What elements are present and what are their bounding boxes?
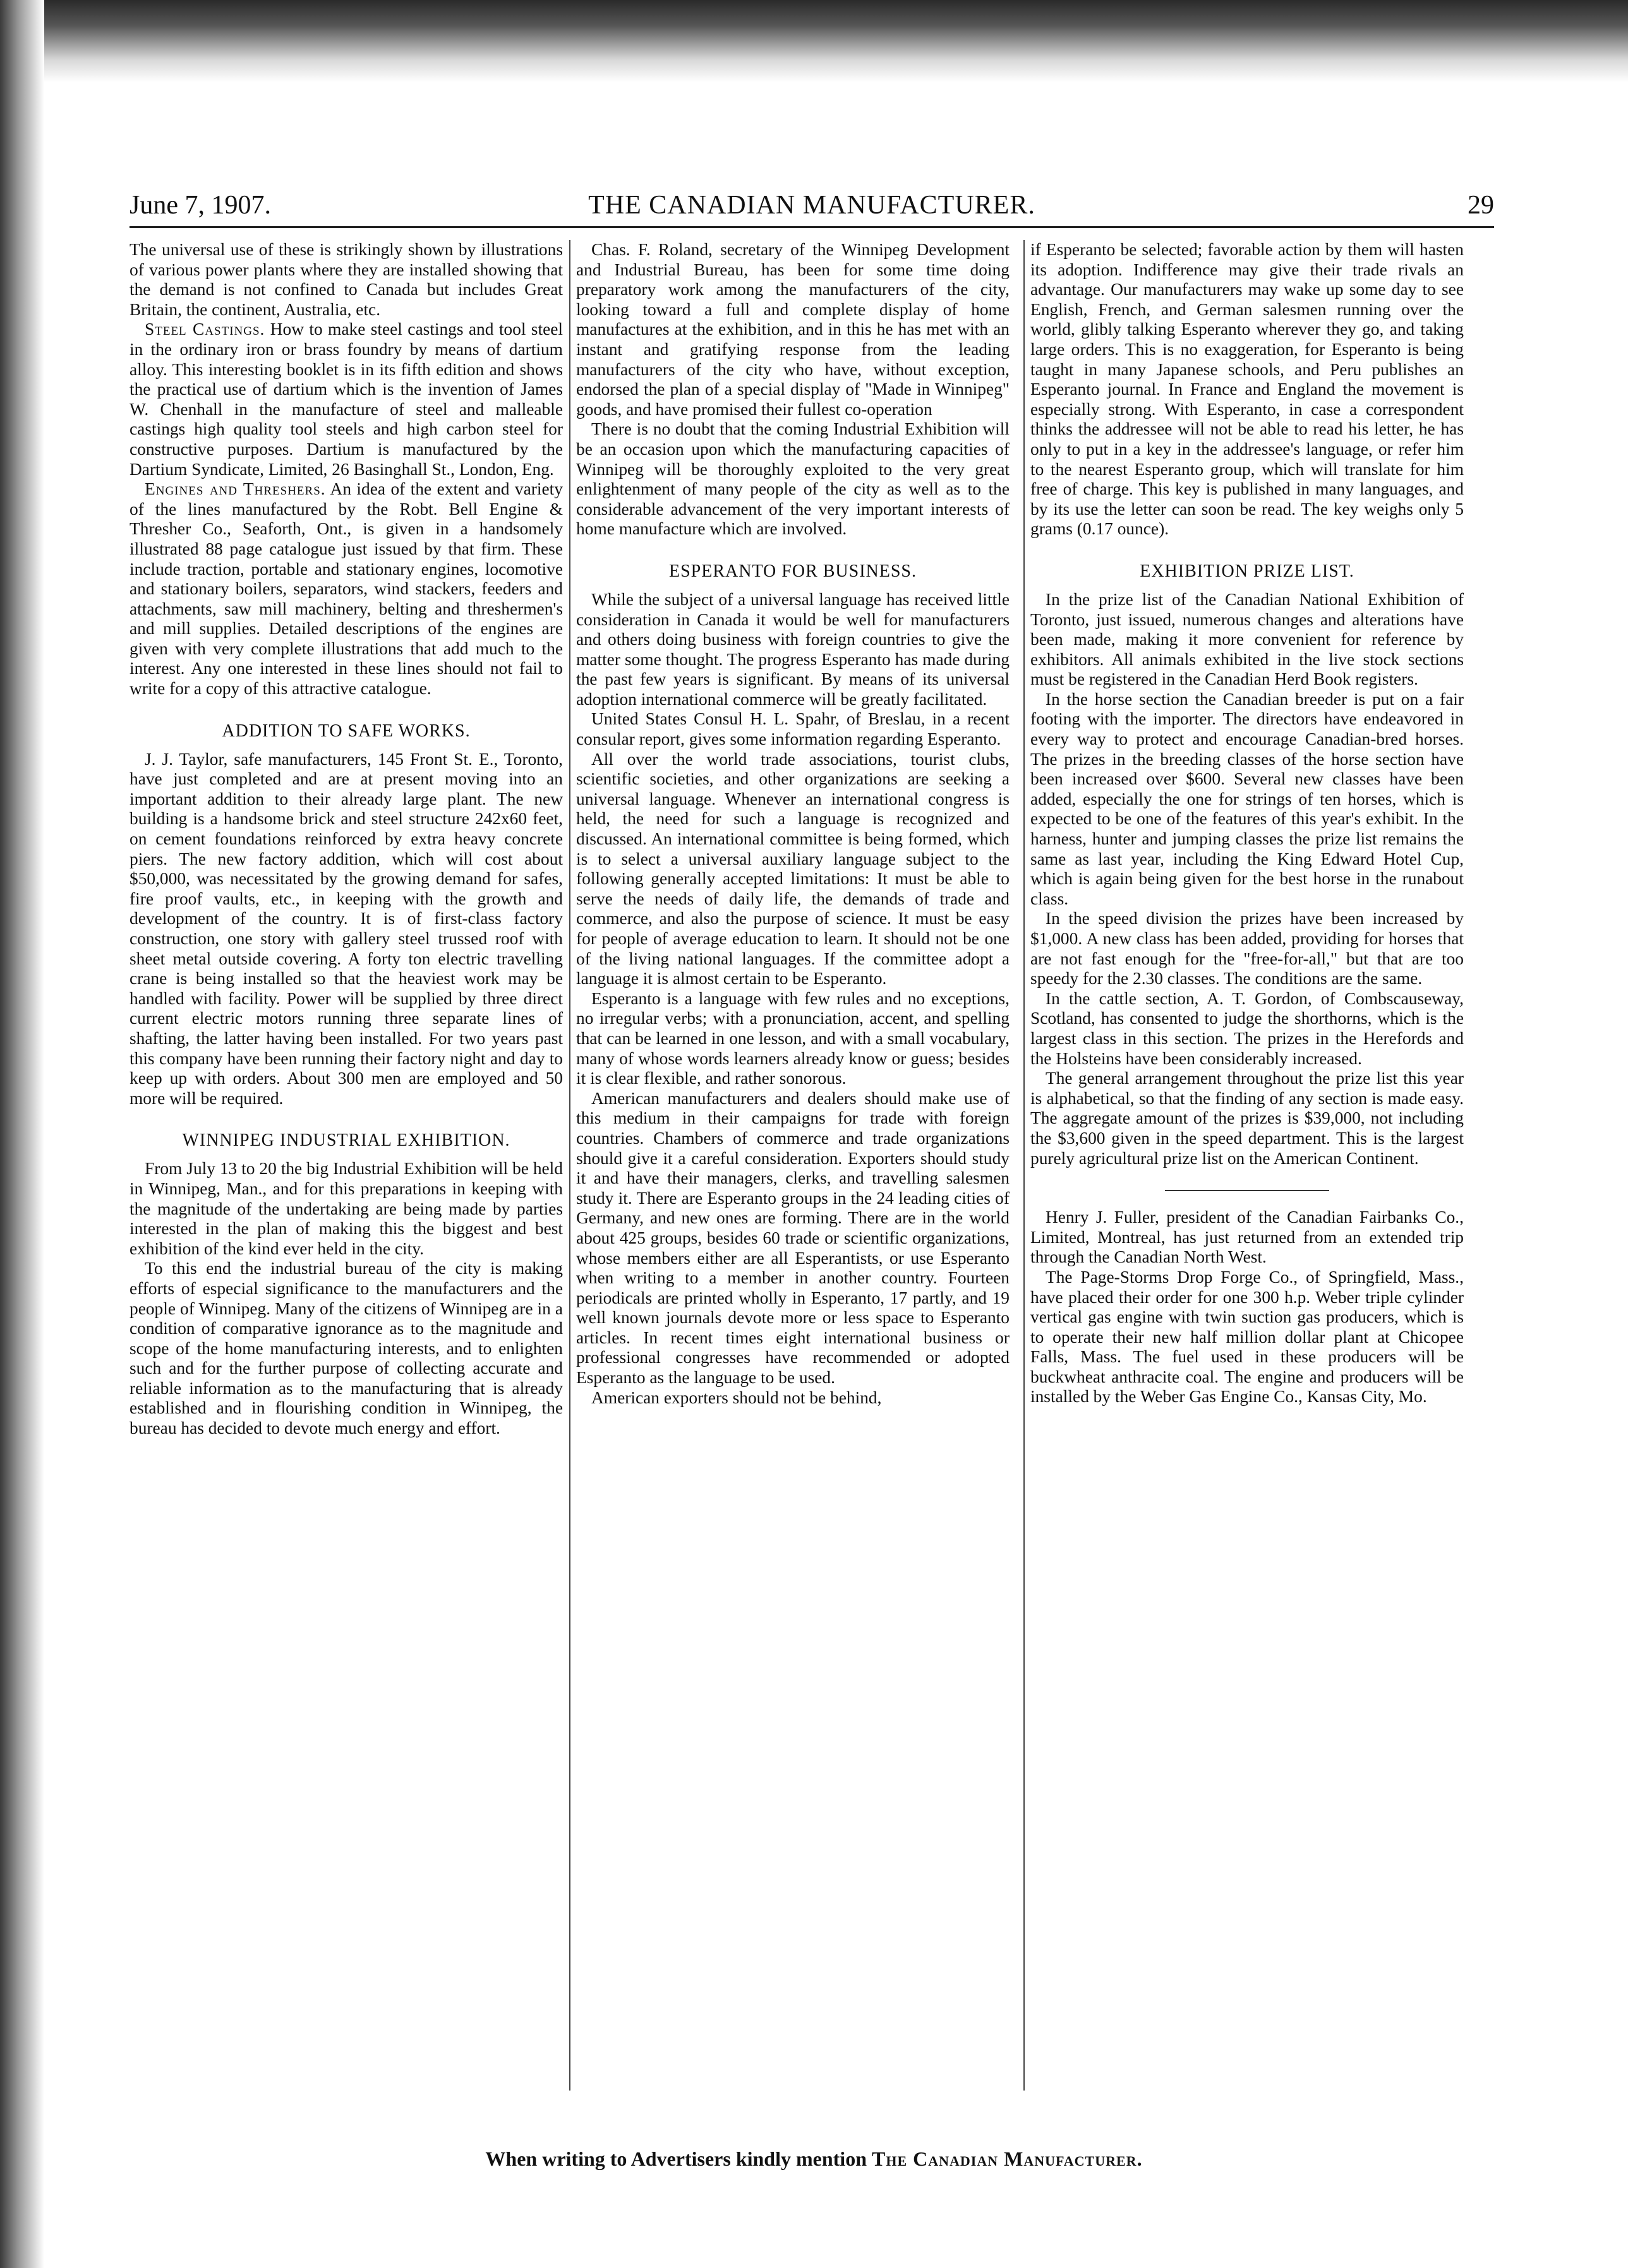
section-rule — [1165, 1190, 1329, 1191]
article-paragraph: American exporters should not be behind, — [591, 1388, 882, 1407]
column-3 — [1030, 240, 1464, 2091]
article-paragraph: While the subject of a universal language has received little consideration in Canada it would be well for manufacturers and others doing business with foreign countries to give the matter some thought. The progress Esperanto has made during the past few years is significant. By means of its universal adoption international commerce will be greatly facilitated. — [576, 589, 1010, 709]
column-1 — [130, 240, 563, 2091]
article-paragraph: In the cattle section, A. T. Gordon, of Combscauseway, Scotland, has consented to judge the shorthorns, which is the largest class in this section. The prizes in the Herefords and the Holsteins have been considerably increased. — [1030, 988, 1464, 1068]
column-divider — [569, 240, 570, 2091]
article-paragraph: In the prize list of the Canadian National Exhibition of Toronto, just issued, numerous changes and alterations have been made, making it more convenient for reference by exhibitors. All animals exhibited in the live stock sections must be registered in the Canadian Herd Book registers. — [1030, 589, 1464, 689]
article-heading: EXHIBITION PRIZE LIST. — [1140, 561, 1354, 581]
column-2 — [576, 240, 1010, 2091]
article-paragraph: United States Consul H. L. Spahr, of Breslau, in a recent consular report, gives some information regarding Esperanto. — [576, 709, 1010, 749]
article-paragraph: Henry J. Fuller, president of the Canadian Fairbanks Co., Limited, Montreal, has just returned from an extended trip through the Canadian North West. — [1030, 1208, 1464, 1267]
masthead: THE CANADIAN MANUFACTURER. — [588, 191, 1035, 220]
footer-publication-name: The Canadian Manufacturer. — [871, 2147, 1143, 2170]
article-paragraph: To this end the industrial bureau of the city is making efforts of especial significance to the manufacturers and the people of Winnipeg. Many of the citizens of Winnipeg are in a condition of comparative ignorance as to the magnitude and scope of the home manufacturing interests, and to enlighten such and for the further purpose of collecting accurate and reliable information as to the manufacturing that is already established and in flourishing condition in Winnipeg, the bureau has decided to devote much energy and effort. — [130, 1259, 563, 1438]
article-paragraph: In the horse section the Canadian breeder is put on a fair footing with the importer. The directors have endeavored in every way to protect and encourage Canadian-bred horses. The prizes in the breeding classes of the horse section have been increased over $600. Several new classes have been added, especially the one for strings of ten horses, which is expected to be one of the features of this year's exhibit. In the harness, hunter and jumping classes the prize list remains the same as last year, including the King Edward Hotel Cup, which is again being given for the best horse in the runabout class. — [1030, 689, 1464, 908]
article-paragraph — [130, 320, 563, 479]
article-paragraph: The universal use of these is strikingly shown by illustrations of various power plants where they are installed showing that the demand is not confined to Canada but includes Great Britain, the continent, Australia, etc. — [130, 240, 563, 319]
scan-shadow-top — [0, 0, 1628, 82]
article-heading: WINNIPEG INDUSTRIAL EXHIBITION. — [182, 1131, 510, 1151]
article-paragraph: The Page-Storms Drop Forge Co., of Springfield, Mass., have placed their order for one 300 h.p. Weber triple cylinder vertical gas engine with twin suction gas producers, which is to operate their new half million dollar plant at Chicopee Falls, Mass. The fuel used in these producers will be buckwheat anthracite coal. The engine and producers will be installed by the Weber Gas Engine Co., Kansas City, Mo. — [1030, 1267, 1464, 1407]
article-heading: ADDITION TO SAFE WORKS. — [222, 721, 471, 741]
issue-date: June 7, 1907. — [130, 191, 271, 220]
page-footer — [0, 2147, 1628, 2171]
run-in-heading: Engines and Threshers. — [145, 479, 326, 499]
scan-shadow-left — [0, 0, 44, 2268]
article-paragraph — [130, 479, 563, 699]
page-number: 29 — [1468, 191, 1494, 220]
header-rule — [130, 226, 1494, 228]
article-paragraph: All over the world trade associations, tourist clubs, scientific societies, and other organizations are seeking a universal language. Whenever an international congress is held, the need for such a language is recognized and discussed. An international committee is being formed, which is to select a universal auxiliary language subject to the following generally accepted limitations: It must be able to serve the needs of daily life, the demands of trade and commerce, and also the purpose of science. It must be easy for people of average education to learn. It should not be one of the living national languages. If the committee adopt a language it is almost certain to be Esperanto. — [576, 749, 1010, 988]
article-heading: ESPERANTO FOR BUSINESS. — [668, 561, 917, 581]
paragraph-text: How to make steel castings and tool steel in the ordinary iron or brass foundry by means of dartium alloy. This interesting booklet is in its fifth edition and shows the practical use of dartium which is the invention of James W. Chenhall in the manufacture of steel and malleable castings high quality tool steels and high carbon steel for constructive purposes. Dartium is manufactured by the Dartium Syndicate, Limited, 26 Basinghall St., London, Eng. — [130, 320, 563, 479]
paragraph-text: An idea of the extent and variety of the lines manufactured by the Robt. Bell Engine & Thresher Co., Seaforth, Ont., is given in a handsomely illustrated 88 page catalogue just issued by that firm. These include traction, portable and stationary engines, locomotive and stationary boilers, separators, wind stackers, feeders and attachments, saw mill machinery, belting and threshermen's and mill supplies. Detailed descriptions of the engines are given with very complete illustrations that add much to the interest. Any one interested in these lines should not fail to write for a copy of this attractive catalogue. — [130, 479, 563, 699]
article-paragraph: Chas. F. Roland, secretary of the Winnipeg Development and Industrial Bureau, has been for some time doing preparatory work among the manufacturers of the city, looking toward a full and complete display of home manufactures at the exhibition, and in this he has met with an instant and gratifying response from the leading manufacturers of the city who have, without exception, endorsed the plan of a special display of "Made in Winnipeg" goods, and have promised their fullest co-operation — [576, 240, 1010, 419]
article-paragraph: In the speed division the prizes have been increased by $1,000. A new class has been added, providing for horses that are not fast enough for the "free-for-all," but that are too speedy for the 2.30 classes. The conditions are the same. — [1030, 909, 1464, 988]
article-paragraph: The general arrangement throughout the prize list this year is alphabetical, so that the finding of any section is made easy. The aggregate amount of the prizes is $39,000, not including the $3,600 given in the speed department. This is the largest purely agricultural prize list on the American Continent. — [1030, 1069, 1464, 1168]
article-paragraph: J. J. Taylor, safe manufacturers, 145 Front St. E., Toronto, have just completed and are at present moving into an important addition to their already large plant. The new building is a handsome brick and steel structure 242x60 feet, on cement foundations reinforced by extra heavy concrete piers. The new factory addition, which will cost about $50,000, was necessitated by the growing demand for safes, fire proof vaults, etc., in keeping with the growth and development of the country. It is of first-class factory construction, one story with gallery steel trussed roof with sheet metal outside covering. A forty ton electric travelling crane is being installed so that the heaviest work may be handled with facility. Power will be supplied by three direct current electric motors running three separate lines of shafting, the latter having been installed. For two years past this company have been running their factory night and day to keep up with orders. About 300 men are employed and 50 more will be required. — [130, 749, 563, 1108]
article-paragraph: if Esperanto be selected; favorable action by them will hasten its adoption. Indifference may give their trade rivals an advantage. Our manufacturers may wake up some day to see English, French, and German salesmen running over the world, glibly talking Esperanto wherever they go, and taking large orders. This is no exaggeration, for Esperanto is being taught in many Japanese schools, and Peru publishes an Esperanto journal. In France and England the movement is especially strong. With Esperanto, in case a correspondent thinks the addressee will not be able to read his letter, he has only to put in a key in the addressee's language, or refer him to the nearest Esperanto group, which will translate for him free of charge. This key is published in many languages, and by its use the letter can soon be read. The key weighs only 5 grams (0.17 ounce). — [1030, 240, 1464, 539]
page-header — [130, 189, 1494, 221]
article-paragraph: From July 13 to 20 the big Industrial Exhibition will be held in Winnipeg, Man., and for this preparations in keeping with the magnitude of the undertaking are being made by parties interested in the plan of making this the biggest and best exhibition of the kind ever held in the city. — [130, 1159, 563, 1258]
run-in-heading: Steel Castings. — [145, 320, 265, 339]
article-paragraph: Esperanto is a language with few rules and no exceptions, no irregular verbs; with a pronunciation, accent, and spelling that can be learned in one lesson, and with a small vocabulary, many of whose words learners already know or guess; besides it is clear flexible, and rather sonorous. — [576, 988, 1010, 1088]
article-paragraph: There is no doubt that the coming Industrial Exhibition will be an occasion upon which the manufacturing capacities of Winnipeg will be thoroughly exploited to the very great enlightenment of many people of the city as well as to the considerable advancement of the very important interests of home manufacture which are involved. — [576, 419, 1010, 539]
column-divider — [1023, 240, 1025, 2091]
footer-text: When writing to Advertisers kindly mention — [485, 2147, 872, 2170]
article-paragraph: American manufacturers and dealers should make use of this medium in their campaigns for trade with foreign countries. Chambers of commerce and trade organizations should give it a careful consideration. Exporters should study it and have their managers, clerks, and travelling salesmen study it. There are Esperanto groups in the 24 leading cities of Germany, and new ones are forming. There are in the world about 425 groups, besides 60 trade or scientific organizations, whose members either are all Esperantists, or use Esperanto when writing to a member in another country. Fourteen periodicals are printed wholly in Esperanto, 17 partly, and 19 well known journals devote more or less space to Esperanto articles. In recent times eight international business or professional congresses have recommended or adopted Esperanto as the language to be used. — [576, 1088, 1010, 1388]
